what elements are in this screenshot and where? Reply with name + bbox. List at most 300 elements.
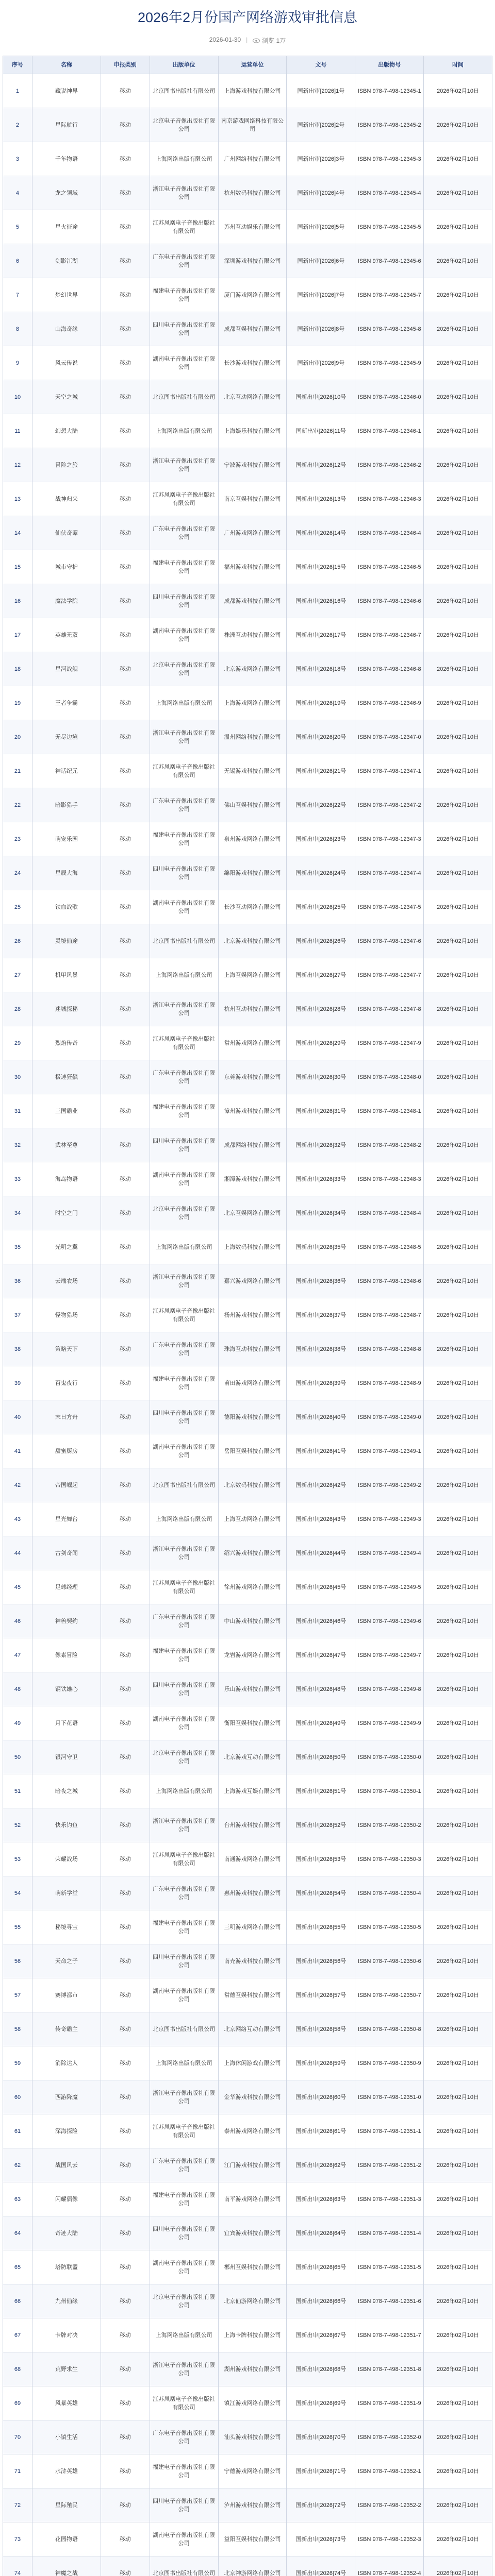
publisher: 北京图书出版社有限公司 xyxy=(150,2556,218,2576)
isbn-number: ISBN 978-7-498-12352-4 xyxy=(355,2556,424,2576)
table-row xyxy=(3,2114,492,2148)
game-name: 机甲风暴 xyxy=(32,958,101,992)
publisher: 福建电子音像出版社有限公司 xyxy=(150,278,218,312)
table-row xyxy=(3,1468,492,1502)
row-number: 43 xyxy=(3,1502,32,1536)
row-number: 46 xyxy=(3,1604,32,1638)
eye-icon xyxy=(253,38,260,43)
isbn-number: ISBN 978-7-498-12345-9 xyxy=(355,346,424,380)
approval-number: 国新出审[2026]24号 xyxy=(287,856,355,890)
declare-type: 移动 xyxy=(101,2488,150,2522)
row-number: 8 xyxy=(3,312,32,346)
column-header-date: 时间 xyxy=(424,56,492,74)
game-name: 花园物语 xyxy=(32,2522,101,2556)
isbn-number: ISBN 978-7-498-12350-0 xyxy=(355,1740,424,1774)
table-row xyxy=(3,482,492,516)
operator: 莆田游戏网络有限公司 xyxy=(218,1366,287,1400)
operator: 常德互娱科技有限公司 xyxy=(218,1978,287,2012)
operator: 北京游戏网络有限公司 xyxy=(218,652,287,686)
publisher: 四川电子音像出版社有限公司 xyxy=(150,1944,218,1978)
declare-type: 移动 xyxy=(101,1978,150,2012)
approval-date: 2026年02月10日 xyxy=(424,1060,492,1094)
declare-type: 移动 xyxy=(101,2080,150,2114)
isbn-number: ISBN 978-7-498-12346-0 xyxy=(355,380,424,414)
publisher: 上海网络出版有限公司 xyxy=(150,1774,218,1808)
operator: 东莞游戏科技有限公司 xyxy=(218,1060,287,1094)
publisher: 江苏凤凰电子音像出版社有限公司 xyxy=(150,1298,218,1332)
approval-date: 2026年02月10日 xyxy=(424,2454,492,2488)
approval-number: 国新出审[2026]54号 xyxy=(287,1876,355,1910)
declare-type: 移动 xyxy=(101,1298,150,1332)
operator: 杭州数码科技有限公司 xyxy=(218,176,287,210)
isbn-number: ISBN 978-7-498-12351-2 xyxy=(355,2148,424,2182)
declare-type: 移动 xyxy=(101,1604,150,1638)
operator: 上海游戏互娱有限公司 xyxy=(218,1774,287,1808)
operator: 成都互娱科技有限公司 xyxy=(218,312,287,346)
operator: 嘉兴游戏网络有限公司 xyxy=(218,1264,287,1298)
declare-type: 移动 xyxy=(101,1672,150,1706)
row-number: 24 xyxy=(3,856,32,890)
operator: 深圳游戏科技有限公司 xyxy=(218,244,287,278)
declare-type: 移动 xyxy=(101,720,150,754)
approval-date: 2026年02月10日 xyxy=(424,2216,492,2250)
approval-date: 2026年02月10日 xyxy=(424,142,492,176)
table-row xyxy=(3,1502,492,1536)
approval-date: 2026年02月10日 xyxy=(424,2284,492,2318)
approval-date: 2026年02月10日 xyxy=(424,788,492,822)
declare-type: 移动 xyxy=(101,176,150,210)
approval-number: 国新出审[2026]4号 xyxy=(287,176,355,210)
operator: 湖州游戏科技有限公司 xyxy=(218,2352,287,2386)
operator: 益阳互娱科技有限公司 xyxy=(218,2522,287,2556)
row-number: 26 xyxy=(3,924,32,958)
declare-type: 移动 xyxy=(101,1706,150,1740)
declare-type: 移动 xyxy=(101,1264,150,1298)
table-row xyxy=(3,1842,492,1876)
game-name: 传奇霸主 xyxy=(32,2012,101,2046)
declare-type: 移动 xyxy=(101,346,150,380)
publisher: 福建电子音像出版社有限公司 xyxy=(150,550,218,584)
column-header-isbn: 出版物号 xyxy=(355,56,424,74)
approval-date: 2026年02月10日 xyxy=(424,1944,492,1978)
publisher: 湖南电子音像出版社有限公司 xyxy=(150,2522,218,2556)
isbn-number: ISBN 978-7-498-12347-3 xyxy=(355,822,424,856)
table-row xyxy=(3,1536,492,1570)
declare-type: 移动 xyxy=(101,1502,150,1536)
declare-type: 移动 xyxy=(101,1842,150,1876)
operator: 漳州游戏科技有限公司 xyxy=(218,1094,287,1128)
table-row xyxy=(3,788,492,822)
approval-number: 国新出审[2026]48号 xyxy=(287,1672,355,1706)
operator: 北京数码科技有限公司 xyxy=(218,1468,287,1502)
approval-date: 2026年02月10日 xyxy=(424,2250,492,2284)
approval-date: 2026年02月10日 xyxy=(424,2488,492,2522)
publisher: 湖南电子音像出版社有限公司 xyxy=(150,346,218,380)
operator: 绍兴游戏科技有限公司 xyxy=(218,1536,287,1570)
row-number: 19 xyxy=(3,686,32,720)
row-number: 23 xyxy=(3,822,32,856)
table-row xyxy=(3,584,492,618)
approval-date: 2026年02月10日 xyxy=(424,2148,492,2182)
declare-type: 移动 xyxy=(101,1774,150,1808)
game-name: 龙之领域 xyxy=(32,176,101,210)
operator: 北京神游网络有限公司 xyxy=(218,2556,287,2576)
publisher: 湖南电子音像出版社有限公司 xyxy=(150,1978,218,2012)
publisher: 四川电子音像出版社有限公司 xyxy=(150,312,218,346)
row-number: 35 xyxy=(3,1230,32,1264)
approval-date: 2026年02月10日 xyxy=(424,2012,492,2046)
column-header-publisher: 出版单位 xyxy=(150,56,218,74)
isbn-number: ISBN 978-7-498-12348-3 xyxy=(355,1162,424,1196)
meta-separator: | xyxy=(246,36,248,43)
approval-number: 国新出审[2026]19号 xyxy=(287,686,355,720)
declare-type: 移动 xyxy=(101,142,150,176)
declare-type: 移动 xyxy=(101,788,150,822)
operator: 中山游戏科技有限公司 xyxy=(218,1604,287,1638)
table-row xyxy=(3,108,492,142)
approval-date: 2026年02月10日 xyxy=(424,1128,492,1162)
game-name: 幻想大陆 xyxy=(32,414,101,448)
isbn-number: ISBN 978-7-498-12349-8 xyxy=(355,1672,424,1706)
row-number: 15 xyxy=(3,550,32,584)
row-number: 47 xyxy=(3,1638,32,1672)
row-number: 22 xyxy=(3,788,32,822)
approval-number: 国新出审[2026]65号 xyxy=(287,2250,355,2284)
publisher: 江苏凤凰电子音像出版社有限公司 xyxy=(150,754,218,788)
operator: 上海数码科技有限公司 xyxy=(218,1230,287,1264)
isbn-number: ISBN 978-7-498-12347-8 xyxy=(355,992,424,1026)
approval-number: 国新出审[2026]68号 xyxy=(287,2352,355,2386)
game-name: 魔法学院 xyxy=(32,584,101,618)
table-row xyxy=(3,652,492,686)
approval-number: 国新出审[2026]41号 xyxy=(287,1434,355,1468)
declare-type: 移动 xyxy=(101,380,150,414)
publisher: 北京电子音像出版社有限公司 xyxy=(150,1196,218,1230)
declare-type: 移动 xyxy=(101,2386,150,2420)
table-row xyxy=(3,448,492,482)
approval-date: 2026年02月10日 xyxy=(424,1366,492,1400)
approval-date: 2026年02月10日 xyxy=(424,1604,492,1638)
row-number: 14 xyxy=(3,516,32,550)
approval-number: 国新出审[2026]69号 xyxy=(287,2386,355,2420)
table-row xyxy=(3,142,492,176)
approval-number: 国新出审[2026]1号 xyxy=(287,74,355,108)
isbn-number: ISBN 978-7-498-12346-1 xyxy=(355,414,424,448)
row-number: 49 xyxy=(3,1706,32,1740)
isbn-number: ISBN 978-7-498-12345-3 xyxy=(355,142,424,176)
column-header-operator: 运营单位 xyxy=(218,56,287,74)
isbn-number: ISBN 978-7-498-12348-1 xyxy=(355,1094,424,1128)
approval-number: 国新出审[2026]42号 xyxy=(287,1468,355,1502)
column-header-no: 序号 xyxy=(3,56,32,74)
operator: 南京游戏网络科技有限公司 xyxy=(218,108,287,142)
row-number: 55 xyxy=(3,1910,32,1944)
row-number: 28 xyxy=(3,992,32,1026)
isbn-number: ISBN 978-7-498-12345-1 xyxy=(355,74,424,108)
game-name: 仙侠奇谭 xyxy=(32,516,101,550)
table-row xyxy=(3,1400,492,1434)
declare-type: 移动 xyxy=(101,2182,150,2216)
publisher: 湖南电子音像出版社有限公司 xyxy=(150,1434,218,1468)
isbn-number: ISBN 978-7-498-12347-1 xyxy=(355,754,424,788)
publisher: 浙江电子音像出版社有限公司 xyxy=(150,448,218,482)
declare-type: 移动 xyxy=(101,2454,150,2488)
table-row xyxy=(3,686,492,720)
approval-date: 2026年02月10日 xyxy=(424,2556,492,2576)
game-name: 百鬼夜行 xyxy=(32,1366,101,1400)
operator: 江门游戏科技有限公司 xyxy=(218,2148,287,2182)
isbn-number: ISBN 978-7-498-12345-6 xyxy=(355,244,424,278)
declare-type: 移动 xyxy=(101,856,150,890)
publisher: 广东电子音像出版社有限公司 xyxy=(150,2420,218,2454)
row-number: 74 xyxy=(3,2556,32,2576)
declare-type: 移动 xyxy=(101,924,150,958)
publisher: 福建电子音像出版社有限公司 xyxy=(150,1910,218,1944)
approval-date: 2026年02月10日 xyxy=(424,2182,492,2216)
publisher: 北京图书出版社有限公司 xyxy=(150,1468,218,1502)
game-name: 武林至尊 xyxy=(32,1128,101,1162)
row-number: 6 xyxy=(3,244,32,278)
game-name: 秘境寻宝 xyxy=(32,1910,101,1944)
declare-type: 移动 xyxy=(101,1434,150,1468)
approval-number: 国新出审[2026]38号 xyxy=(287,1332,355,1366)
operator: 北京仙游网络有限公司 xyxy=(218,2284,287,2318)
isbn-number: ISBN 978-7-498-12346-4 xyxy=(355,516,424,550)
isbn-number: ISBN 978-7-498-12352-1 xyxy=(355,2454,424,2488)
row-number: 63 xyxy=(3,2182,32,2216)
declare-type: 移动 xyxy=(101,516,150,550)
approval-date: 2026年02月10日 xyxy=(424,1570,492,1604)
approval-number: 国新出审[2026]21号 xyxy=(287,754,355,788)
approval-date: 2026年02月10日 xyxy=(424,1808,492,1842)
row-number: 66 xyxy=(3,2284,32,2318)
game-name: 赛博都市 xyxy=(32,1978,101,2012)
approval-date: 2026年02月10日 xyxy=(424,346,492,380)
publisher: 上海网络出版有限公司 xyxy=(150,414,218,448)
approval-number: 国新出审[2026]17号 xyxy=(287,618,355,652)
publisher: 四川电子音像出版社有限公司 xyxy=(150,2488,218,2522)
approval-number: 国新出审[2026]50号 xyxy=(287,1740,355,1774)
game-name: 帝国崛起 xyxy=(32,1468,101,1502)
declare-type: 移动 xyxy=(101,2250,150,2284)
approval-date: 2026年02月10日 xyxy=(424,1094,492,1128)
operator: 宁波游戏科技有限公司 xyxy=(218,448,287,482)
declare-type: 移动 xyxy=(101,1230,150,1264)
game-name: 怪物猎场 xyxy=(32,1298,101,1332)
approval-number: 国新出审[2026]44号 xyxy=(287,1536,355,1570)
isbn-number: ISBN 978-7-498-12351-9 xyxy=(355,2386,424,2420)
approval-number: 国新出审[2026]59号 xyxy=(287,2046,355,2080)
table-row xyxy=(3,822,492,856)
publisher: 四川电子音像出版社有限公司 xyxy=(150,1672,218,1706)
table-body xyxy=(3,74,492,2576)
operator: 泸州游戏科技有限公司 xyxy=(218,2488,287,2522)
declare-type: 移动 xyxy=(101,686,150,720)
table-row xyxy=(3,2352,492,2386)
game-name: 像素冒险 xyxy=(32,1638,101,1672)
approval-date: 2026年02月10日 xyxy=(424,1978,492,2012)
row-number: 29 xyxy=(3,1026,32,1060)
isbn-number: ISBN 978-7-498-12348-6 xyxy=(355,1264,424,1298)
approval-number: 国新出审[2026]25号 xyxy=(287,890,355,924)
publisher: 福建电子音像出版社有限公司 xyxy=(150,2182,218,2216)
game-name: 银河守卫 xyxy=(32,1740,101,1774)
approval-date: 2026年02月10日 xyxy=(424,652,492,686)
publisher: 福建电子音像出版社有限公司 xyxy=(150,822,218,856)
row-number: 33 xyxy=(3,1162,32,1196)
game-name: 塔防联盟 xyxy=(32,2250,101,2284)
table-row xyxy=(3,1638,492,1672)
publisher: 四川电子音像出版社有限公司 xyxy=(150,584,218,618)
row-number: 5 xyxy=(3,210,32,244)
row-number: 1 xyxy=(3,74,32,108)
approval-number: 国新出审[2026]16号 xyxy=(287,584,355,618)
isbn-number: ISBN 978-7-498-12346-7 xyxy=(355,618,424,652)
approval-number: 国新出审[2026]35号 xyxy=(287,1230,355,1264)
declare-type: 移动 xyxy=(101,1332,150,1366)
approval-number: 国新出审[2026]18号 xyxy=(287,652,355,686)
declare-type: 移动 xyxy=(101,1162,150,1196)
operator: 上海卡牌科技有限公司 xyxy=(218,2318,287,2352)
isbn-number: ISBN 978-7-498-12349-6 xyxy=(355,1604,424,1638)
row-number: 38 xyxy=(3,1332,32,1366)
row-number: 62 xyxy=(3,2148,32,2182)
isbn-number: ISBN 978-7-498-12347-2 xyxy=(355,788,424,822)
approval-number: 国新出审[2026]20号 xyxy=(287,720,355,754)
row-number: 13 xyxy=(3,482,32,516)
isbn-number: ISBN 978-7-498-12350-6 xyxy=(355,1944,424,1978)
row-number: 65 xyxy=(3,2250,32,2284)
isbn-number: ISBN 978-7-498-12352-3 xyxy=(355,2522,424,2556)
isbn-number: ISBN 978-7-498-12348-0 xyxy=(355,1060,424,1094)
game-name: 梦幻世界 xyxy=(32,278,101,312)
approval-date: 2026年02月10日 xyxy=(424,244,492,278)
publisher: 北京图书出版社有限公司 xyxy=(150,380,218,414)
approval-date: 2026年02月10日 xyxy=(424,550,492,584)
game-name: 战国风云 xyxy=(32,2148,101,2182)
approval-date: 2026年02月10日 xyxy=(424,2522,492,2556)
table-row xyxy=(3,958,492,992)
table-row xyxy=(3,346,492,380)
isbn-number: ISBN 978-7-498-12346-5 xyxy=(355,550,424,584)
publisher: 福建电子音像出版社有限公司 xyxy=(150,1094,218,1128)
column-header-type: 申报类别 xyxy=(101,56,150,74)
approval-date: 2026年02月10日 xyxy=(424,720,492,754)
game-name: 九州仙缘 xyxy=(32,2284,101,2318)
isbn-number: ISBN 978-7-498-12349-1 xyxy=(355,1434,424,1468)
game-name: 小镇生活 xyxy=(32,2420,101,2454)
declare-type: 移动 xyxy=(101,244,150,278)
table-row xyxy=(3,2216,492,2250)
table-row xyxy=(3,210,492,244)
approval-date: 2026年02月10日 xyxy=(424,380,492,414)
approval-number: 国新出审[2026]34号 xyxy=(287,1196,355,1230)
isbn-number: ISBN 978-7-498-12345-5 xyxy=(355,210,424,244)
game-name: 星际殖民 xyxy=(32,2488,101,2522)
row-number: 48 xyxy=(3,1672,32,1706)
game-name: 神魔之战 xyxy=(32,2556,101,2576)
publisher: 北京电子音像出版社有限公司 xyxy=(150,652,218,686)
table-row xyxy=(3,992,492,1026)
isbn-number: ISBN 978-7-498-12348-9 xyxy=(355,1366,424,1400)
approval-table-container xyxy=(3,56,492,2576)
declare-type: 移动 xyxy=(101,74,150,108)
isbn-number: ISBN 978-7-498-12350-9 xyxy=(355,2046,424,2080)
isbn-number: ISBN 978-7-498-12347-7 xyxy=(355,958,424,992)
declare-type: 移动 xyxy=(101,1094,150,1128)
game-name: 风暴英雄 xyxy=(32,2386,101,2420)
publisher: 北京图书出版社有限公司 xyxy=(150,2012,218,2046)
publisher: 上海网络出版有限公司 xyxy=(150,142,218,176)
game-name: 无尽边境 xyxy=(32,720,101,754)
isbn-number: ISBN 978-7-498-12350-7 xyxy=(355,1978,424,2012)
declare-type: 移动 xyxy=(101,1570,150,1604)
operator: 厦门游戏网络有限公司 xyxy=(218,278,287,312)
table-row xyxy=(3,1230,492,1264)
operator: 长沙互动网络有限公司 xyxy=(218,890,287,924)
game-name: 足球经理 xyxy=(32,1570,101,1604)
approval-date: 2026年02月10日 xyxy=(424,686,492,720)
approval-number: 国新出审[2026]49号 xyxy=(287,1706,355,1740)
operator: 泉州游戏网络有限公司 xyxy=(218,822,287,856)
row-number: 2 xyxy=(3,108,32,142)
table-row xyxy=(3,2488,492,2522)
game-name: 藏说神界 xyxy=(32,74,101,108)
game-name: 星光舞台 xyxy=(32,1502,101,1536)
game-name: 荣耀战场 xyxy=(32,1842,101,1876)
row-number: 11 xyxy=(3,414,32,448)
approval-number: 国新出审[2026]53号 xyxy=(287,1842,355,1876)
game-name: 英雄无双 xyxy=(32,618,101,652)
row-number: 9 xyxy=(3,346,32,380)
operator: 无锡游戏科技有限公司 xyxy=(218,754,287,788)
approval-number: 国新出审[2026]60号 xyxy=(287,2080,355,2114)
approval-date: 2026年02月10日 xyxy=(424,1434,492,1468)
game-name: 冒险之旅 xyxy=(32,448,101,482)
operator: 岳阳互娱科技有限公司 xyxy=(218,1434,287,1468)
approval-number: 国新出审[2026]43号 xyxy=(287,1502,355,1536)
isbn-number: ISBN 978-7-498-12351-3 xyxy=(355,2182,424,2216)
approval-number: 国新出审[2026]22号 xyxy=(287,788,355,822)
game-name: 荒野求生 xyxy=(32,2352,101,2386)
row-number: 41 xyxy=(3,1434,32,1468)
approval-number: 国新出审[2026]57号 xyxy=(287,1978,355,2012)
game-name: 山海奇缘 xyxy=(32,312,101,346)
declare-type: 移动 xyxy=(101,312,150,346)
isbn-number: ISBN 978-7-498-12348-4 xyxy=(355,1196,424,1230)
publisher: 江苏凤凰电子音像出版社有限公司 xyxy=(150,1570,218,1604)
row-number: 17 xyxy=(3,618,32,652)
row-number: 61 xyxy=(3,2114,32,2148)
publisher: 江苏凤凰电子音像出版社有限公司 xyxy=(150,210,218,244)
table-row xyxy=(3,1060,492,1094)
operator: 温州网络科技有限公司 xyxy=(218,720,287,754)
game-name: 末日方舟 xyxy=(32,1400,101,1434)
publisher: 湖南电子音像出版社有限公司 xyxy=(150,618,218,652)
operator: 佛山互娱科技有限公司 xyxy=(218,788,287,822)
table-row xyxy=(3,1978,492,2012)
isbn-number: ISBN 978-7-498-12349-5 xyxy=(355,1570,424,1604)
declare-type: 移动 xyxy=(101,1808,150,1842)
table-row xyxy=(3,2046,492,2080)
isbn-number: ISBN 978-7-498-12346-8 xyxy=(355,652,424,686)
isbn-number: ISBN 978-7-498-12350-5 xyxy=(355,1910,424,1944)
row-number: 4 xyxy=(3,176,32,210)
table-row xyxy=(3,1774,492,1808)
game-name: 萌新学堂 xyxy=(32,1876,101,1910)
table-row xyxy=(3,414,492,448)
table-row xyxy=(3,1298,492,1332)
